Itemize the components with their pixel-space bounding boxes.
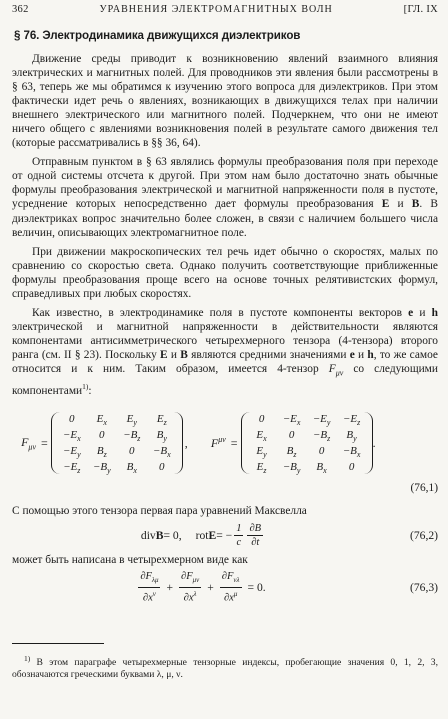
paragraph-4-text-e: со следующими компонентами	[12, 362, 438, 398]
footnote	[12, 653, 438, 680]
matrix-upper-index: μν	[218, 435, 226, 445]
fraction-numerator	[138, 570, 160, 588]
matrix-cell: 0	[69, 413, 75, 426]
matrix-cell: 0	[348, 461, 355, 474]
paragraph-6: может быть написана в четырехмерном виде как	[12, 554, 248, 567]
equals-sign: =	[230, 435, 238, 450]
footnote-marker: 1)	[82, 382, 89, 392]
book-page	[12, 4, 438, 716]
matrix-cell: $-B_z$	[123, 429, 141, 444]
index: μ	[233, 590, 238, 599]
term-2	[179, 570, 201, 605]
index: λμ	[151, 576, 159, 585]
paragraph-3: При движении макроскопических тел речь идет обычно о скоростях, малых по сравнению со скоростью света. Однако получить соответствующие приближенные формулы преобразования проще всего на основе точных релятивистских формул, справедливых при любых скоростях.	[12, 245, 438, 300]
matrix-cell: $B_y$	[346, 429, 357, 444]
rot-operator: rot	[195, 529, 209, 543]
paragraph-5: С помощью этого тензора первая пара уравнений Максвелла	[12, 505, 307, 518]
dB-symbol: ∂B	[249, 523, 262, 535]
fraction-denominator: ∂t	[251, 537, 260, 549]
partial-x: ∂x	[183, 592, 194, 604]
section-title: § 76. Электродинамика движущихся диэлектриков	[14, 29, 301, 42]
matrix-cell: 0	[258, 413, 265, 426]
term-1	[138, 570, 160, 605]
vector-B: B	[180, 348, 188, 361]
matrix-cell: $E_z$	[156, 413, 167, 428]
index: μν	[192, 576, 200, 585]
equation-76-2	[12, 522, 438, 549]
index: νλ	[233, 576, 240, 585]
matrix-cell: $-B_x$	[152, 445, 171, 460]
paragraph-4-text-d: , то же самое относится и к ним. Таким образом, имеется 4-тензор	[12, 348, 438, 375]
matrix-cell: $E_x$	[256, 429, 267, 444]
equation-76-3	[12, 570, 438, 605]
partial-x: ∂x	[223, 592, 234, 604]
matrix-cell: 0	[288, 429, 295, 442]
equation-number-76-1: (76,1)	[410, 482, 438, 495]
fraction-numerator	[220, 570, 242, 588]
tensor-F-index: μν	[335, 368, 344, 378]
paragraph-2	[12, 155, 438, 239]
fraction-denominator: c	[236, 537, 242, 549]
tensor-F-symbol: F	[328, 362, 336, 375]
fraction-dB-dt	[247, 522, 263, 549]
matrix-cell: $B_x$	[126, 461, 137, 476]
vector-B: B	[155, 529, 164, 543]
equation-76-2-body	[12, 522, 394, 549]
equals-zero: = 0.	[247, 581, 266, 595]
equals-zero: = 0,	[163, 529, 182, 543]
matrix-cell: $B_x$	[316, 461, 327, 476]
matrix-cell: $-B_z$	[312, 429, 331, 444]
matrix-cell: $B_z$	[96, 445, 107, 460]
footnote-divider	[12, 643, 104, 644]
fraction-denominator	[141, 588, 158, 605]
fraction-numerator	[247, 522, 263, 536]
page-number: 362	[12, 4, 29, 15]
vector-e: e	[349, 348, 355, 361]
chapter-label: [ГЛ. IX	[403, 4, 438, 15]
matrix-cell: $E_y$	[126, 413, 137, 428]
matrix-cell: 0	[99, 429, 105, 442]
paragraph-4	[12, 306, 438, 398]
right-parenthesis	[174, 412, 183, 474]
equation-number-76-2: (76,2)	[409, 529, 438, 543]
equation-number-76-3: (76,3)	[409, 581, 438, 595]
index: ν	[152, 590, 156, 599]
matrix-cell: $E_y$	[256, 445, 267, 460]
equation-76-3-body	[12, 570, 394, 605]
fraction-denominator	[222, 588, 239, 605]
paragraph-1: Движение среды приводит к возникновению явлений взаимного влияния электрических и магнитных полей. Для проводников эти явления были рассмотрены в § 63, теперь же мы обратимся к изучению этого вопроса для диэлектриков. При этом фактически идет речь о явлениях, возникающих в движущихся телах при наличии внешнего электрического или магнитного полей. Подчеркнем, что они не имеют ничего общего с явлениями возникновения полей в результате самого движения тел (которые рассматривались в §§ 36, 64).	[12, 53, 438, 150]
matrix-cell: $B_z$	[286, 445, 297, 460]
running-title: УРАВНЕНИЯ ЭЛЕКТРОМАГНИТНЫХ ВОЛН	[99, 4, 333, 15]
matrix-cell: $-E_z$	[63, 461, 81, 476]
matrix-upper-indices	[241, 411, 373, 475]
tensor-matrices	[12, 404, 438, 482]
equals-minus: = −	[216, 529, 233, 543]
period: .	[372, 435, 376, 450]
equals-sign: =	[41, 435, 48, 450]
vector-h: h	[367, 348, 374, 361]
paragraph-2-text-b: . В диэлектриках вопрос значительно более сложен, в связи с наличием большего числа величин, описывающих электромагнитное поле.	[12, 198, 439, 239]
left-parenthesis	[51, 412, 60, 474]
matrix-cell: $-B_y$	[92, 461, 111, 476]
partial-x: ∂x	[142, 592, 153, 604]
footnote-marker: 1)	[24, 654, 31, 664]
vector-h: h	[431, 306, 438, 319]
comma: ,	[184, 435, 188, 450]
matrix-cell: $-E_y$	[62, 445, 81, 460]
paragraph-4-text-f: :	[88, 385, 92, 398]
div-operator: div	[140, 529, 156, 543]
matrix-cell: 0	[129, 445, 135, 458]
matrix-upper-label	[202, 435, 228, 451]
partial-F: ∂F	[140, 571, 152, 583]
vector-E: E	[208, 529, 217, 543]
matrix-cell: $-B_x$	[342, 445, 361, 460]
matrix-lower-indices	[51, 411, 183, 475]
matrix-cell: $B_y$	[156, 429, 167, 444]
term-3	[220, 570, 242, 605]
matrix-cell: $-E_z$	[342, 413, 361, 428]
matrix-cell: $-E_x$	[62, 429, 81, 444]
fraction-numerator: 1	[236, 523, 242, 535]
vector-e: e	[408, 306, 414, 319]
vector-E: E	[160, 348, 168, 361]
matrix-cell: 0	[159, 461, 165, 474]
fraction-denominator	[182, 588, 199, 605]
left-parenthesis	[241, 412, 250, 474]
plus-sign: +	[207, 581, 214, 595]
paragraph-4-text-b: электрической и магнитной напряженности в действительности являются компонентами антисимметрического четырехмерного тензора (4-тензора) второго ранга (см. II § 23). Поскольку	[12, 320, 438, 361]
right-parenthesis	[364, 412, 373, 474]
paragraph-4-text-a: Как известно, в электродинамике поля в пустоте компоненты векторов	[32, 306, 409, 319]
running-header	[12, 4, 438, 18]
vector-B: B	[411, 198, 420, 211]
paragraph-4-text-c: являются средними значениями	[187, 348, 350, 361]
footnote-text: В этом параграфе четырехмерные тензорные индексы, пробегающие значения 0, 1, 2, 3, обозначаются греческими буквами λ, μ, ν.	[12, 657, 438, 681]
plus-sign: +	[166, 581, 174, 595]
matrix-lower-symbol: F	[21, 434, 29, 449]
and-text: и	[354, 348, 368, 361]
matrix-cell: $-E_x$	[282, 413, 301, 428]
matrix-cell: 0	[318, 445, 325, 458]
partial-F: ∂F	[181, 571, 193, 583]
partial-F: ∂F	[221, 571, 234, 583]
matrix-lower-index: μν	[28, 442, 36, 452]
and-text: и	[167, 348, 181, 361]
and-text: и	[413, 306, 432, 319]
matrix-cell: $-B_y$	[282, 461, 301, 476]
vector-E: E	[381, 198, 390, 211]
paragraph-2-text-a: Отправным пунктом в § 63 являлись формулы преобразования поля при переходе от одной системы отсчета к другой. При этом нам было достаточно знать обычные формулы преобразования электрической и магнитной напряженности поля в пустоте, усреднение которых непосредственно дает формулы преобразования	[12, 156, 438, 211]
fraction-one-over-c	[234, 522, 243, 549]
matrix-upper-symbol: F	[210, 436, 219, 451]
matrix-cell: $E_x$	[96, 413, 107, 428]
fraction-numerator	[179, 570, 201, 588]
matrix-lower-label	[12, 435, 38, 451]
matrix-cell: $-E_y$	[312, 413, 331, 428]
matrix-cell: $E_z$	[256, 461, 267, 476]
index: λ	[193, 590, 197, 599]
and-text: и	[389, 198, 412, 211]
